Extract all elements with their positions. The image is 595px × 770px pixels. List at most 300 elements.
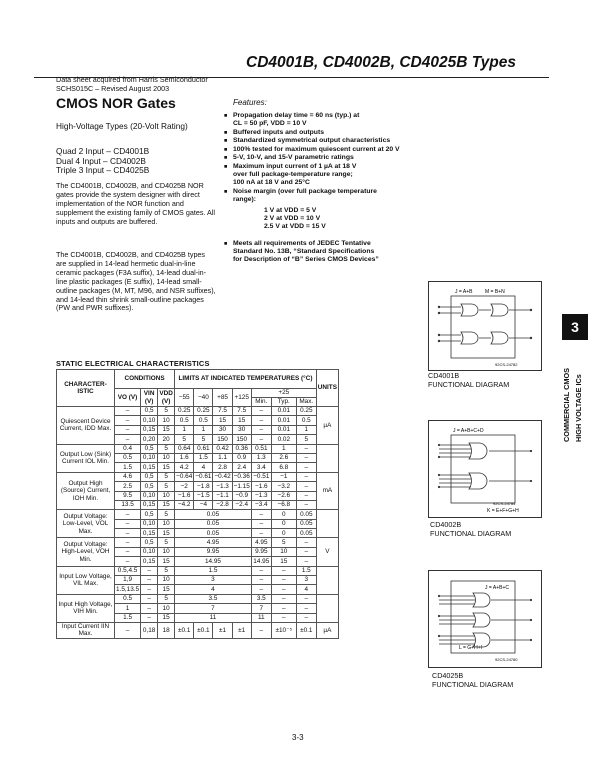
table-cell: – [115, 529, 141, 538]
functional-diagram-cd4001b [428, 281, 542, 371]
table-cell: 1.5 [115, 463, 141, 472]
table-cell: 11 [251, 613, 271, 622]
table-cell: 9.95 [251, 547, 271, 556]
table-cell: – [296, 453, 316, 462]
table-cell: 10 [158, 604, 175, 613]
static-characteristics-table [56, 369, 339, 639]
table-title: STATIC ELECTRICAL CHARACTERISTICS [56, 359, 210, 368]
table-cell: 1.5 [115, 613, 141, 622]
feature-item [224, 188, 454, 204]
table-cell: −2.8 [213, 500, 232, 509]
table-cell: 1 [115, 604, 141, 613]
doc-id: SCHS015C – Revised August 2003 [56, 83, 170, 93]
unit-cell [316, 444, 338, 472]
table-cell: – [251, 435, 271, 444]
section-tab-number: 3 [562, 314, 588, 340]
col-temp: −55 [175, 389, 194, 407]
table-cell: 2.4 [232, 463, 251, 472]
col-vo: VO (V) [115, 389, 141, 407]
col-vin: VIN (V) [141, 389, 158, 407]
table-cell: – [296, 491, 316, 500]
functional-diagram-cd4025b [428, 570, 542, 668]
table-cell: −1.3 [213, 482, 232, 491]
table-cell: 0,5 [141, 444, 158, 453]
table-cell: 0.01 [271, 425, 296, 434]
table-cell: 0,15 [141, 463, 158, 472]
diagram-code: 92CS-24782 [495, 362, 518, 367]
feature-line: CL = 50 pF, VDD = 10 V [233, 120, 307, 127]
noise-line: 2.5 V at VDD = 15 V [264, 222, 326, 230]
diagram-label: L = G+H+I [459, 645, 483, 651]
col-max: Max. [296, 398, 316, 407]
table-cell: – [141, 604, 158, 613]
unit-cell [316, 566, 338, 594]
table-cell: 14.95 [175, 557, 252, 566]
diagram-code: 92CS-24784 [493, 501, 516, 506]
table-cell: 20 [158, 435, 175, 444]
table-cell: – [296, 463, 316, 472]
table-cell: 0,10 [141, 416, 158, 425]
diagram-caption [428, 372, 509, 389]
table-cell: −1.1 [213, 491, 232, 500]
unit-cell: mA [316, 472, 338, 510]
table-cell: 0.25 [194, 407, 213, 416]
table-cell: 10 [158, 576, 175, 585]
table-cell: 0,5 [141, 538, 158, 547]
table-cell: 5 [158, 444, 175, 453]
noise-line: 1 V at VDD = 5 V [264, 206, 317, 214]
table-cell: – [115, 435, 141, 444]
table-cell: 0.51 [251, 444, 271, 453]
section-tab-line: COMMERCIAL CMOS [562, 367, 571, 442]
table-cell: 0.05 [296, 529, 316, 538]
table-cell: 5 [158, 538, 175, 547]
table-cell: −2 [175, 482, 194, 491]
table-cell: 15 [158, 425, 175, 434]
page-title: CD4001B, CD4002B, CD4025B Types [246, 54, 516, 71]
table-cell: 2.5 [115, 482, 141, 491]
table-cell: 15 [158, 529, 175, 538]
diagram-code: 92CS-24780 [495, 657, 518, 662]
table-cell: 0,10 [141, 453, 158, 462]
feature-item [224, 137, 454, 145]
table-cell: 0.01 [271, 416, 296, 425]
table-cell: 1.5 [296, 566, 316, 575]
col-min: Min. [251, 398, 271, 407]
table-cell: 5 [158, 472, 175, 481]
table-cell: 1 [175, 425, 194, 434]
table-cell: 0,15 [141, 557, 158, 566]
table-head [57, 370, 339, 407]
table-cell: 2.8 [213, 463, 232, 472]
table-cell: 0,5 [141, 472, 158, 481]
table-cell: ±1 [232, 622, 251, 638]
table-cell: ±0.1 [296, 622, 316, 638]
table-cell: 9.95 [175, 547, 252, 556]
table-cell: −1.5 [194, 491, 213, 500]
cd4002b-diagram [429, 421, 541, 517]
table-cell: −6.8 [271, 500, 296, 509]
table-cell: 0,20 [141, 435, 158, 444]
table-cell: 3 [296, 576, 316, 585]
table-cell: 14.95 [253, 557, 270, 565]
page-number: 3-3 [292, 733, 304, 742]
features-list [224, 112, 454, 264]
table-cell: 1.3 [251, 453, 271, 462]
table-cell: 9.5 [115, 491, 141, 500]
table-cell: 1 [194, 425, 213, 434]
characteristic-name: Input Current IIN Max. [57, 622, 115, 638]
table-cell: 1.5 [194, 453, 213, 462]
table-cell: 10 [158, 519, 175, 528]
table-cell: – [115, 425, 141, 434]
table-cell: 7 [175, 604, 252, 613]
table-cell: 4.6 [115, 472, 141, 481]
table-cell: – [271, 566, 296, 575]
feature-line: ■ Propagation delay time = 60 ns (typ.) at [233, 112, 360, 119]
table-cell: – [296, 538, 316, 547]
feature-line: ■ Buffered inputs and outputs [233, 128, 324, 136]
table-cell: 4.95 [175, 538, 252, 547]
feature-item [224, 129, 454, 137]
table-cell: – [296, 482, 316, 491]
table-cell: – [115, 547, 141, 556]
table-cell: 6.8 [271, 463, 296, 472]
table-cell: 0.05 [175, 529, 252, 538]
feature-item [224, 146, 454, 154]
col-vdd: VDD (V) [159, 390, 173, 405]
table-cell: 0.5 [115, 594, 141, 603]
section-tab-line: HIGH VOLTAGE ICs [574, 374, 583, 442]
table-cell: 0,15 [141, 425, 158, 434]
feature-line: range): [233, 195, 257, 203]
table-cell: 11 [175, 613, 252, 622]
diagram-label: K = E+F+G+H [487, 508, 519, 514]
table-cell: – [296, 557, 316, 566]
table-cell: 18 [158, 622, 175, 638]
table-cell: 10 [271, 547, 296, 556]
noise-line: 2 V at VDD = 10 V [264, 214, 321, 222]
table-row [57, 594, 339, 603]
table-cell: 150 [232, 435, 251, 444]
table-cell: 0.05 [175, 510, 252, 519]
table-cell: 0.5,4.5 [115, 566, 141, 575]
diagram-part: CD4001B [428, 371, 460, 380]
table-cell: 150 [213, 435, 232, 444]
table-cell: 4.2 [175, 463, 194, 472]
table-cell: 0,18 [141, 622, 158, 638]
table-cell: – [115, 407, 141, 416]
table-cell: −1.6 [175, 491, 194, 500]
table-cell: 5 [158, 566, 175, 575]
table-cell: – [271, 576, 296, 585]
table-cell: – [141, 576, 158, 585]
col-characteristic: CHARACTER-ISTIC [57, 370, 115, 407]
table-cell: – [296, 594, 316, 603]
table-cell: 0.9 [232, 453, 251, 462]
table-cell: 0,10 [141, 547, 158, 556]
diagram-label: J = A+B+C+D [453, 428, 484, 434]
table-cell: 0 [271, 510, 296, 519]
table-cell: – [271, 585, 296, 594]
table-cell: −0.51 [253, 473, 270, 481]
table-cell: 0.02 [271, 435, 296, 444]
table-cell: 1 [271, 444, 296, 453]
table-cell: 0.05 [296, 510, 316, 519]
table-cell: −1 [271, 472, 296, 481]
table-cell: – [115, 519, 141, 528]
table-cell: 0,5 [141, 407, 158, 416]
table-cell: – [296, 604, 316, 613]
feature-line: ■ Noise margin (over full package temperature [233, 187, 377, 195]
table-cell: 10 [158, 416, 175, 425]
col-temp: +85 [213, 389, 232, 407]
feature-line: 100 nA at 18 V and 25°C [233, 178, 310, 186]
table-cell: 0.25 [296, 407, 316, 416]
type-item: Dual 4 Input – CD4002B [56, 155, 146, 166]
diagram-caption-text: FUNCTIONAL DIAGRAM [428, 379, 510, 389]
table-row [57, 472, 339, 481]
table-cell: 5 [175, 435, 194, 444]
characteristic-name: Output Low (Sink) Current IOL Min. [57, 444, 115, 472]
table-cell: −2.4 [232, 500, 251, 509]
feature-line: ■ 5-V, 10-V, and 15-V parametric ratings [233, 154, 354, 162]
feature-line: ■ Standardized symmetrical output characteristics [233, 137, 391, 145]
col-temp-25: +25 [251, 389, 316, 398]
table-cell: – [296, 444, 316, 453]
table-cell: 15 [271, 557, 296, 566]
table-cell: 4 [175, 585, 252, 594]
cd4001b-diagram [429, 282, 541, 370]
table-cell: 0,10 [141, 519, 158, 528]
characteristic-name: Input Low Voltage, VIL Max. [57, 566, 115, 594]
table-cell: −0.64 [176, 473, 193, 481]
table-cell: – [141, 594, 158, 603]
characteristic-name: Output High (Source) Current, IOH Min. [57, 472, 115, 510]
table-cell: −0.9 [232, 491, 251, 500]
table-cell: 15 [158, 613, 175, 622]
feature-line: over full package-temperature range; [233, 170, 353, 178]
table-cell: – [296, 613, 316, 622]
table-cell: 0,15 [141, 500, 158, 509]
characteristic-name: Quiescent Device Current, IDD Max. [57, 407, 115, 445]
diagram-label: M = B+N [485, 289, 505, 295]
functional-diagram-cd4002b [428, 420, 542, 518]
table-cell: 0,5 [141, 482, 158, 491]
type-list [56, 147, 149, 176]
table-cell: 0 [271, 529, 296, 538]
table-cell: 0.42 [213, 444, 232, 453]
table-cell: 0.64 [175, 444, 194, 453]
characteristic-name: Output Voltage: Low-Level, VOL Max. [57, 510, 115, 538]
col-units: UNITS [316, 370, 338, 407]
table-cell: – [271, 604, 296, 613]
table-cell: −0.61 [195, 473, 212, 481]
diagram-caption [430, 521, 511, 538]
cd4025b-diagram [429, 571, 541, 667]
table-row [57, 444, 339, 453]
table-cell: 1.6 [175, 453, 194, 462]
table-cell: 0.4 [115, 444, 141, 453]
unit-cell [316, 594, 338, 622]
table-cell: 10 [158, 453, 175, 462]
unit-cell: µA [316, 407, 338, 445]
product-subtitle: High-Voltage Types (20-Volt Rating) [56, 121, 188, 131]
table-cell: 1.5,13.5 [116, 585, 140, 593]
feature-line: ■ Meets all requirements of JEDEC Tentative [233, 239, 371, 247]
table-cell: – [251, 519, 271, 528]
table-cell: – [296, 547, 316, 556]
table-cell: 4 [296, 585, 316, 594]
table-cell: – [251, 425, 271, 434]
diagram-caption [432, 672, 513, 689]
acquisition-note [56, 76, 208, 93]
table-cell: – [296, 500, 316, 509]
table-cell: 10 [158, 547, 175, 556]
table-cell: 1 [296, 425, 316, 434]
table-cell: – [141, 585, 158, 594]
table-cell: 0.5 [175, 416, 194, 425]
product-title: CMOS NOR Gates [56, 95, 176, 111]
table-cell: – [141, 566, 158, 575]
table-cell: – [141, 613, 158, 622]
table-cell: – [251, 510, 271, 519]
table-row [57, 538, 339, 547]
table-cell: 4 [194, 463, 213, 472]
table-cell: – [296, 472, 316, 481]
col-limits: LIMITS AT INDICATED TEMPERATURES (°C) [175, 370, 317, 389]
table-cell: −0.36 [233, 473, 250, 481]
table-cell: – [115, 416, 141, 425]
table-cell: 5 [271, 538, 296, 547]
table-cell: 15 [158, 585, 175, 594]
table-cell: 7 [251, 604, 271, 613]
table-cell: 2.6 [271, 453, 296, 462]
table-cell: – [251, 576, 271, 585]
table-cell: – [115, 538, 141, 547]
table-cell: 3.5 [251, 594, 271, 603]
table-cell: – [251, 416, 271, 425]
feature-item [224, 240, 454, 264]
table-cell: – [251, 622, 271, 638]
table-cell: 0.61 [194, 444, 213, 453]
diagram-label: J = A+B+C [485, 585, 510, 591]
diagram-caption-text: FUNCTIONAL DIAGRAM [432, 679, 514, 689]
table-cell: 10 [158, 491, 175, 500]
table-cell: 0.5 [115, 453, 141, 462]
table-cell: ±1 [213, 622, 232, 638]
table-cell: 0,15 [141, 529, 158, 538]
feature-line: for Description of “B” Series CMOS Devices” [233, 255, 379, 263]
table-cell: 5 [194, 435, 213, 444]
feature-item [224, 163, 454, 187]
table-cell: 13.5 [115, 500, 141, 509]
table-cell: ±0.1 [194, 622, 213, 638]
description-paragraph-1: The CD4001B, CD4002B, and CD4025B NOR gates provide the system designer with direct implementation of the NOR function and supplement the existing family of CMOS gates. All inputs and outputs are buffered. [56, 181, 215, 226]
table-cell: 15 [158, 500, 175, 509]
noise-margin-values [224, 207, 454, 231]
table-cell: 5 [296, 435, 316, 444]
table-cell: – [271, 594, 296, 603]
table-row [57, 510, 339, 519]
table-cell: 1.5 [175, 566, 252, 575]
table-cell: 0.05 [296, 519, 316, 528]
col-temp: −40 [194, 389, 213, 407]
col-temp: +125 [232, 389, 251, 407]
table-cell: 15 [158, 557, 175, 566]
table-cell: 0,10 [141, 491, 158, 500]
table-cell: – [251, 566, 271, 575]
section-tab-label [548, 338, 593, 448]
table-cell: 7.5 [232, 407, 251, 416]
table-cell: 0.01 [271, 407, 296, 416]
table-cell: 0.05 [175, 519, 252, 528]
col-conditions: CONDITIONS [115, 370, 175, 389]
features-heading: Features: [233, 98, 267, 107]
diagram-part: CD4002B [430, 520, 462, 529]
table-body [57, 407, 339, 639]
table-cell: 30 [213, 425, 232, 434]
table-cell: −4.2 [175, 500, 194, 509]
table-cell: 0.25 [175, 407, 194, 416]
table-cell: ±0.1 [175, 622, 194, 638]
table-cell: 15 [158, 463, 175, 472]
table-cell: 30 [232, 425, 251, 434]
table-cell: 3 [175, 576, 252, 585]
table-cell: 0.36 [232, 444, 251, 453]
table-cell: 3.4 [251, 463, 271, 472]
type-item: Quad 2 Input – CD4001B [56, 146, 150, 156]
table-cell: 3.5 [175, 594, 252, 603]
table-cell: 4.95 [251, 538, 271, 547]
table-cell: 0.5 [296, 416, 316, 425]
unit-cell: V [316, 538, 338, 566]
table-cell: – [251, 585, 271, 594]
table-cell: 0 [271, 519, 296, 528]
feature-line: ■ Maximum input current of 1 µA at 18 V [233, 162, 357, 170]
table-cell: – [115, 622, 141, 638]
table-cell: – [251, 407, 271, 416]
table-cell: −3.4 [251, 500, 271, 509]
diagram-label: J = A+B [455, 289, 473, 295]
type-item: Triple 3 Input – CD4025B [56, 165, 150, 176]
table-cell: −0.42 [214, 473, 231, 481]
characteristic-name: Output Voltage: High-Level, VOH Min. [57, 538, 115, 566]
table-cell: −1.15 [233, 482, 250, 490]
table-cell: −1.3 [251, 491, 271, 500]
table-cell: −3.2 [271, 482, 296, 491]
table-cell: −4 [194, 500, 213, 509]
table-row [57, 622, 339, 638]
table-cell: ±10⁻⁵ [271, 622, 296, 638]
table-cell: – [115, 510, 141, 519]
table-row [57, 566, 339, 575]
table-cell: 15 [232, 416, 251, 425]
table-cell: 5 [158, 510, 175, 519]
acquired-text: Data sheet acquired from Harris Semiconductor [56, 75, 208, 84]
table-cell: 5 [158, 482, 175, 491]
unit-cell [316, 510, 338, 538]
feature-item [224, 154, 454, 162]
diagram-caption-text: FUNCTIONAL DIAGRAM [430, 528, 512, 538]
table-cell: 1.1 [213, 453, 232, 462]
unit-cell: µA [316, 622, 338, 638]
description-paragraph-2: The CD4001B, CD4002B, and CD4025B types are supplied in 14-lead hermetic dual-in-line ceramic packages (F3A suffix), 14-lead dual-in-line plastic packages (E suffix), 14-lead small-outline packages (M, MT, M96, and NSR suffixes), and 14-lead thin shrink small-outline packages (PW and PWR suffixes). [56, 250, 216, 313]
diagram-part: CD4025B [432, 671, 464, 680]
table-cell: 5 [158, 407, 175, 416]
table-cell: 1,9 [115, 576, 141, 585]
table-cell: −2.6 [271, 491, 296, 500]
